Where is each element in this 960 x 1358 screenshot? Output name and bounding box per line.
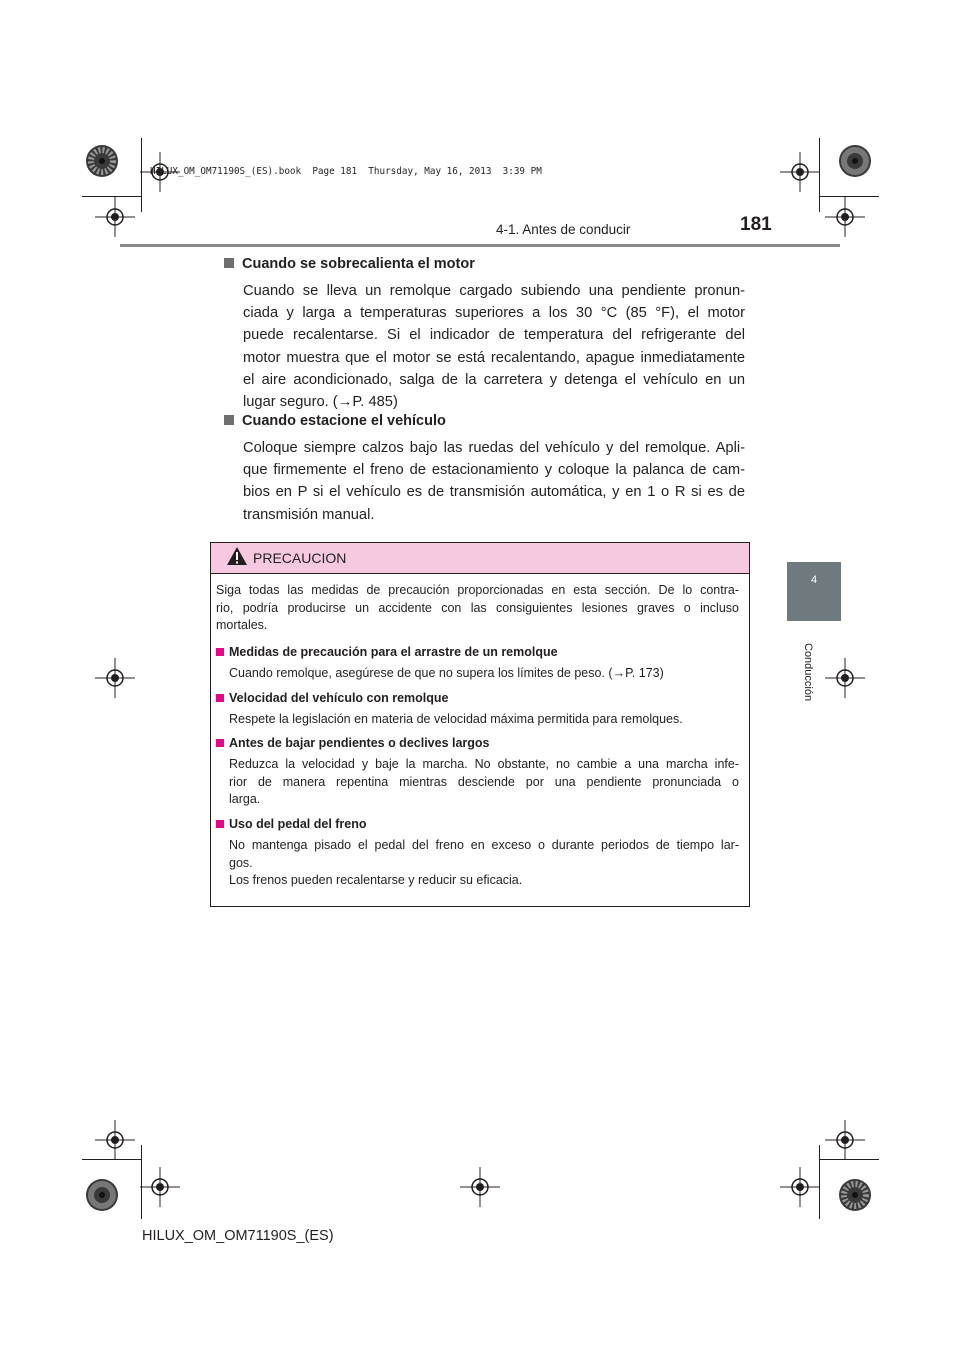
registration-mark-icon [780,152,820,192]
text-line: Reduzca la velocidad y baje la marcha. No obstante, no cambie a una marcha infe- [229,757,739,771]
caution-item-text [229,837,739,890]
caution-item-heading [216,691,449,705]
caution-item-title: Uso del pedal del freno [229,817,367,831]
text-line: No mantenga pisado el pedal del freno en exceso o durante periodos de tiempo lar- [229,838,739,852]
color-dial-icon [85,144,119,178]
caution-item-text [229,756,739,809]
registration-mark-icon [825,658,865,698]
text-line: Cuando remolque, asegúrese de que no supera los límites de peso. (→P. 173) [229,666,664,680]
chapter-number: 4 [810,574,818,586]
color-dial-icon [838,144,872,178]
bullet-square-icon [216,694,224,702]
text-line: Siga todas las medidas de precaución proporcionadas en esta sección. De lo contra- [216,583,739,597]
text-line: Los frenos pueden recalentarse y reducir su eficacia. [229,873,523,887]
registration-mark-icon [95,197,135,237]
caution-item-heading [216,817,367,831]
caution-item-title: Medidas de precaución para el arrastre de un remolque [229,645,558,659]
text-line: rio, podría producirse un accidente con las consiguientes lesiones graves o incluso [216,600,739,615]
text-line: motor muestra que el motor se está recalentando, apague inmediatamente [243,349,745,366]
bullet-square-icon [216,648,224,656]
section-heading [224,256,475,272]
bullet-square-icon [216,739,224,747]
text-line: lugar seguro. (→P. 485) [243,394,398,411]
text-line: el aire acondicionado, salga de la carretera y detenga el vehículo en un [243,371,745,388]
text-line: rior de manera repentina mientras desciende por una pendiente pronunciada o [229,774,739,789]
text-line: Respete la legislación en materia de velocidad máxima permitida para remolques. [229,712,683,726]
section-heading-text: Cuando estacione el vehículo [242,413,446,429]
caution-item-text [229,665,739,683]
text-line: transmisión manual. [243,506,375,523]
text-line: gos. [229,855,253,870]
section-heading [224,413,446,429]
section-paragraph [243,280,745,413]
registration-mark-icon [460,1167,500,1207]
caution-title: PRECAUCION [253,550,347,566]
bullet-square-icon [224,258,234,268]
text-line: ciada y larga a temperaturas superiores a los 30 °C (85 °F), el motor [243,305,745,322]
text-line: mortales. [216,618,268,632]
text-line: bios en P si el vehículo es de transmisión automática, y en 1 o R si es de [243,484,745,501]
chapter-title [800,645,814,705]
caution-item-heading [216,736,490,750]
section-paragraph [243,437,745,526]
color-dial-icon [838,1178,872,1212]
book-info: HILUX_OM_OM71190S_(ES).book Page 181 Thursday, May 16, 2013 3:39 PM [150,166,542,177]
registration-mark-icon [780,1167,820,1207]
text-line: puede recalentarse. Si el indicador de temperatura del refrigerante del [243,327,745,344]
registration-mark-icon [825,1120,865,1160]
footer-code: HILUX_OM_OM71190S_(ES) [142,1228,334,1244]
registration-mark-icon [140,1167,180,1207]
page-number: 181 [740,214,772,235]
registration-mark-icon [95,658,135,698]
caution-item-title: Velocidad del vehículo con remolque [229,691,449,705]
section-title: 4-1. Antes de conducir [496,222,631,237]
caution-item-heading [216,645,558,659]
chapter-title-text: Conducción [802,643,814,702]
caution-item-title: Antes de bajar pendientes o declives largos [229,736,490,750]
section-heading-text: Cuando se sobrecalienta el motor [242,256,475,272]
color-dial-icon [85,1178,119,1212]
warning-triangle-icon [226,546,248,566]
text-line: Coloque siempre calzos bajo las ruedas del vehículo y del remolque. Apli- [243,440,745,456]
registration-mark-icon [825,197,865,237]
text-line: Cuando se lleva un remolque cargado subiendo una pendiente pronun- [243,283,745,299]
bullet-square-icon [224,415,234,425]
caution-intro [216,582,739,635]
text-line: que firmemente el freno de estacionamiento y coloque la palanca de cam- [243,462,745,479]
text-line: larga. [229,792,261,806]
chapter-tab [787,562,841,621]
header-rule [120,244,840,247]
bullet-square-icon [216,820,224,828]
registration-mark-icon [95,1120,135,1160]
caution-item-text [229,711,739,729]
